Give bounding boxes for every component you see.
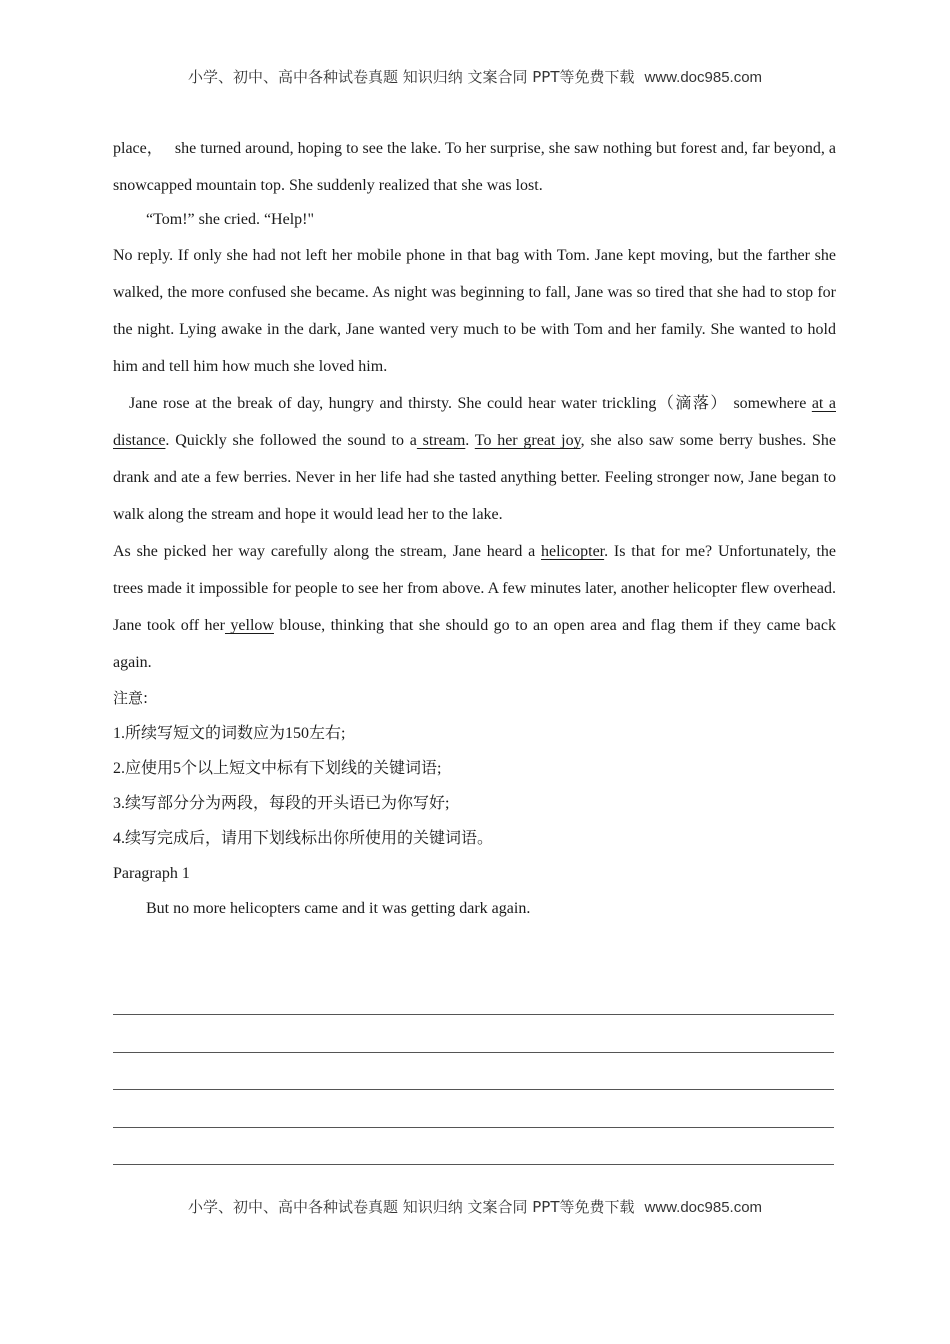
footer-banner-text: 小学、初中、高中各种试卷真题 知识归纳 文案合同 PPT等免费下载	[187, 1198, 635, 1216]
passage-paragraph-2: “Tom!” she cried. “Help!"	[146, 211, 314, 228]
notes-item-1: 1.所续写短文的词数应为150左右;	[113, 725, 346, 742]
answer-line[interactable]	[113, 1164, 834, 1165]
footer-banner	[0, 1196, 950, 1217]
header-banner	[0, 66, 950, 87]
passage-paragraph-4: Jane rose at the break of day, hungry and thirsty. She could hear water trickling（滴落） somewhere at a distance. Quickly she followed the sound to a stream. To her great joy, she also saw some berry bushes. She drank and ate a few berries. Never in her life had she tasted anything better. Feeling stronger now, Jane began to walk along the stream and hope it would lead her to the lake.	[113, 395, 837, 523]
keyword-helicopter: helicopter	[541, 543, 605, 560]
paragraph1-opening: But no more helicopters came and it was getting dark again.	[146, 900, 531, 917]
keyword-at-a-distance: at a distance	[113, 395, 836, 449]
notes-item-3: 3.续写部分分为两段，每段的开头语已为你写好;	[113, 795, 450, 812]
header-banner-text: 小学、初中、高中各种试卷真题 知识归纳 文案合同 PPT等免费下载	[187, 68, 635, 86]
answer-lines	[113, 1014, 834, 1202]
paragraph1-label: Paragraph 1	[113, 865, 190, 882]
answer-line[interactable]	[113, 1089, 834, 1090]
footer-banner-url[interactable]: www.doc985.com	[644, 1199, 763, 1216]
passage-paragraph-5: As she picked her way carefully along the stream, Jane heard a helicopter. Is that for me? Unfortunately, the trees made it impossible for people to see her from above. A few minutes later, another helicopter flew overhead. Jane took off her yellow blouse, thinking that she should go to an open area and flag them if they came back again.	[113, 543, 837, 671]
keyword-yellow: yellow	[224, 617, 274, 634]
passage-paragraph-1: place， she turned around, hoping to see the lake. To her surprise, she saw nothing but forest and, far beyond, a snowcapped mountain top. She suddenly realized that she was lost.	[113, 140, 837, 194]
document-body	[113, 130, 836, 926]
notes-item-2: 2.应使用5个以上短文中标有下划线的关键词语;	[113, 760, 442, 777]
keyword-to-her-great-joy: To her great joy	[474, 432, 581, 449]
answer-line[interactable]	[113, 1127, 834, 1128]
answer-line[interactable]	[113, 1014, 834, 1015]
answer-line[interactable]	[113, 1052, 834, 1053]
passage-paragraph-3: No reply. If only she had not left her mobile phone in that bag with Tom. Jane kept moving, but the farther she walked, the more confused she became. As night was beginning to fall, Jane was so tired that she had to stop for the night. Lying awake in the dark, Jane wanted very much to be with Tom and her family. She wanted to hold him and tell him how much she loved him.	[113, 247, 836, 375]
notes-item-4: 4.续写完成后，请用下划线标出你所使用的关键词语。	[113, 830, 494, 847]
notes-title: 注意:	[113, 689, 149, 707]
header-banner-url[interactable]: www.doc985.com	[644, 69, 763, 86]
keyword-stream: stream	[416, 432, 466, 449]
